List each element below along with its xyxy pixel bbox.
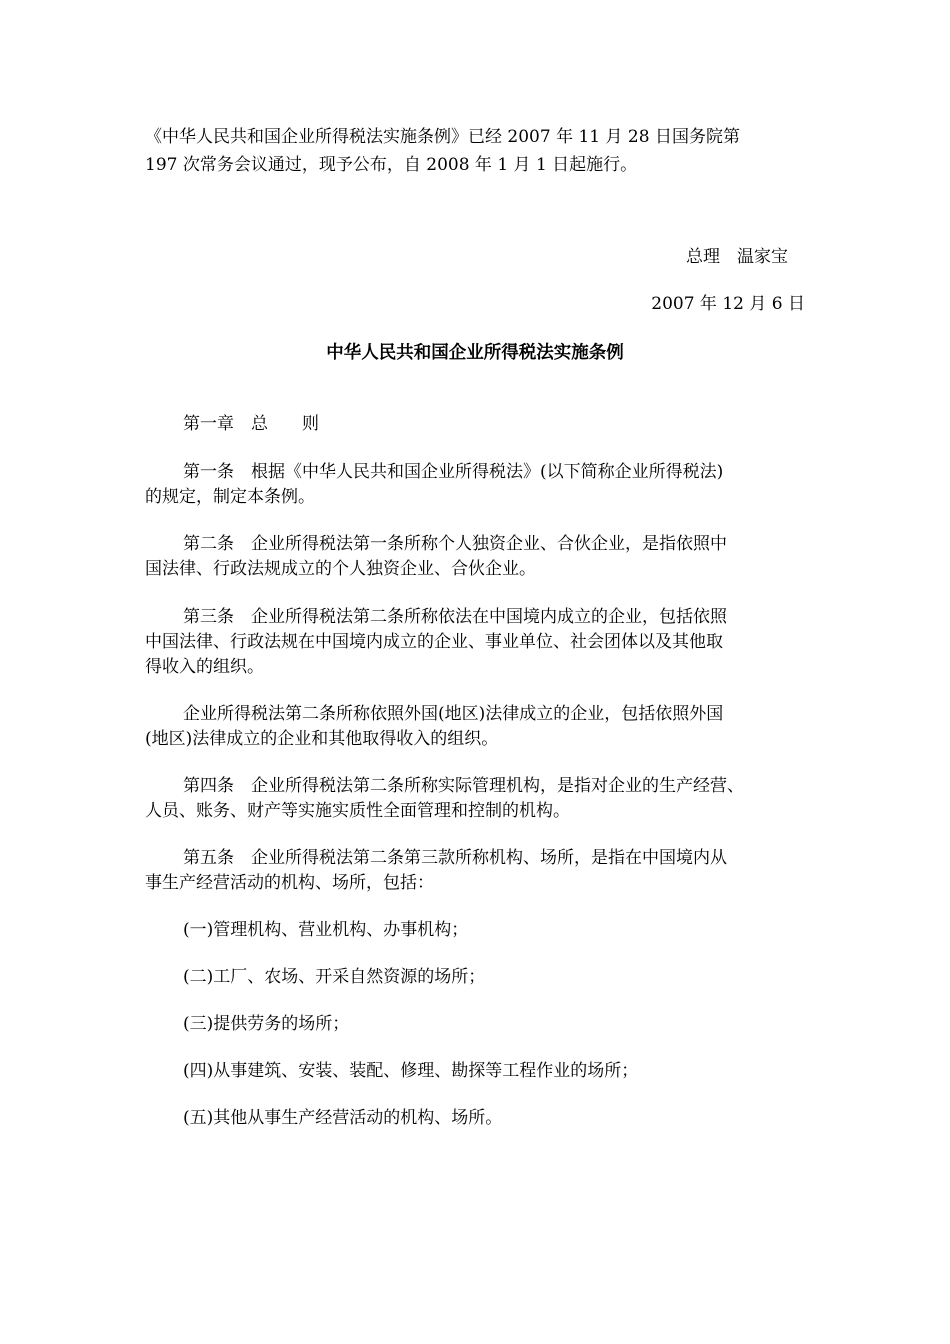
document-title: 中华人民共和国企业所得税法实施条例 bbox=[326, 343, 624, 363]
article-3-line-2: 中国法律、行政法规在中国境内成立的企业、事业单位、社会团体以及其他取 bbox=[145, 632, 723, 652]
article-5-line-2: 事生产经营活动的机构、场所，包括： bbox=[145, 873, 434, 893]
article-3-paragraph-2-line-1: 企业所得税法第二条所称依照外国(地区)法律成立的企业，包括依照外国 bbox=[183, 704, 724, 724]
article-1-line-1: 第一条 根据《中华人民共和国企业所得税法》(以下简称企业所得税法) bbox=[183, 462, 724, 482]
signer-name: 总理 温家宝 bbox=[686, 247, 788, 267]
article-4-line-1: 第四条 企业所得税法第二条所称实际管理机构，是指对企业的生产经营、 bbox=[183, 776, 744, 796]
preamble-line-1: 《中华人民共和国企业所得税法实施条例》已经 2007 年 11 月 28 日国务院第 bbox=[145, 127, 740, 147]
article-3-line-3: 得收入的组织。 bbox=[145, 657, 264, 677]
preamble-line-2: 197 次常务会议通过，现予公布，自 2008 年 1 月 1 日起施行。 bbox=[145, 155, 638, 175]
article-1-line-2: 的规定，制定本条例。 bbox=[145, 487, 315, 507]
article-5-line-1: 第五条 企业所得税法第二条第三款所称机构、场所，是指在中国境内从 bbox=[183, 848, 727, 868]
signature-date: 2007 年 12 月 6 日 bbox=[651, 294, 805, 314]
article-2-line-2: 国法律、行政法规成立的个人独资企业、合伙企业。 bbox=[145, 559, 536, 579]
list-item-2: (二)工厂、农场、开采自然资源的场所； bbox=[183, 967, 486, 987]
article-2-line-1: 第二条 企业所得税法第一条所称个人独资企业、合伙企业，是指依照中 bbox=[183, 534, 727, 554]
list-item-5: (五)其他从事生产经营活动的机构、场所。 bbox=[183, 1108, 503, 1128]
article-3-line-1: 第三条 企业所得税法第二条所称依法在中国境内成立的企业，包括依照 bbox=[183, 607, 727, 627]
list-item-4: (四)从事建筑、安装、装配、修理、勘探等工程作业的场所； bbox=[183, 1061, 639, 1081]
chapter-heading: 第一章 总 则 bbox=[183, 414, 319, 434]
list-item-3: (三)提供劳务的场所； bbox=[183, 1014, 350, 1034]
article-4-line-2: 人员、账务、财产等实施实质性全面管理和控制的机构。 bbox=[145, 801, 570, 821]
list-item-1: (一)管理机构、营业机构、办事机构； bbox=[183, 920, 469, 940]
article-3-paragraph-2-line-2: (地区)法律成立的企业和其他取得收入的组织。 bbox=[145, 729, 499, 749]
